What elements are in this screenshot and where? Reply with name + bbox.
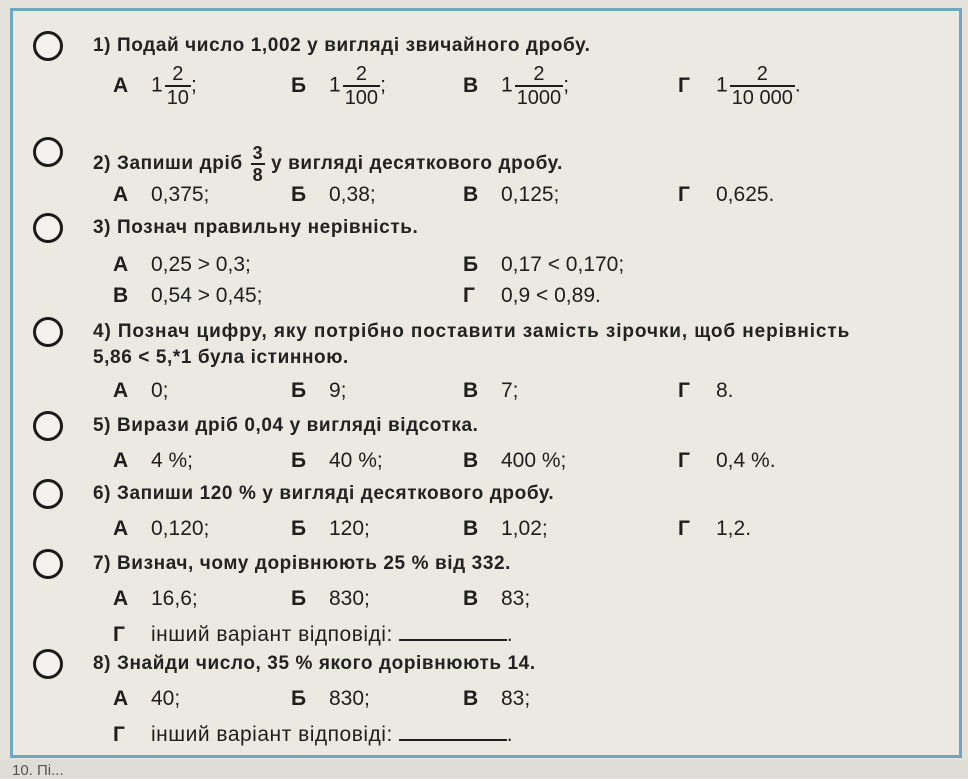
question-6-text: 6) Запиши 120 % у вигляді десяткового дробу. [93,483,555,504]
q4-option-v[interactable]: В 7; [463,379,519,402]
q8-option-a[interactable]: А 40; [113,687,181,710]
fraction: $\frac{2}{10 000}$ [731,63,793,109]
q1-option-v[interactable]: В 1 $\frac{2}{1000}$ ; [463,63,570,109]
next-question-fragment: 10. Пі... [12,762,64,779]
q4-option-a[interactable]: А 0; [113,379,169,402]
question-8-text: 8) Знайди число, 35 % якого дорівнюють 14. [93,653,536,674]
question-2-text: 2) Запиши дріб $\frac{3}{8}$ у вигляді десяткового дробу. [93,143,564,185]
question-4-text-line2: 5,86 < 5,*1 була істинною. [93,347,349,368]
q1-option-g[interactable]: Г 1 $\frac{2}{10 000}$ . [678,63,801,109]
answer-circle-7[interactable] [33,549,63,579]
q3-option-a[interactable]: А 0,25 > 0,3; [113,253,251,276]
question-5-text: 5) Вирази дріб 0,04 у вигляді відсотка. [93,415,479,436]
fraction: $\frac{2}{10}$ [166,63,189,109]
q5-option-a[interactable]: А 4 %; [113,449,194,472]
answer-circle-3[interactable] [33,213,63,243]
q8-option-v[interactable]: В 83; [463,687,531,710]
q2-option-g[interactable]: Г 0,625. [678,183,775,206]
q6-option-v[interactable]: В 1,02; [463,517,548,540]
question-3-text: 3) Познач правильну нерівність. [93,217,419,238]
question-7-text: 7) Визнач, чому дорівнюють 25 % від 332. [93,553,512,574]
q6-option-g[interactable]: Г 1,2. [678,517,752,540]
q2-option-a[interactable]: А 0,375; [113,183,210,206]
fraction: $\frac{2}{100}$ [344,63,379,109]
q7-option-b[interactable]: Б 830; [291,587,370,610]
fraction: $\frac{3}{8}$ [252,143,264,185]
q5-option-v[interactable]: В 400 %; [463,449,567,472]
q2-option-b[interactable]: Б 0,38; [291,183,376,206]
question-4-text: 4) Познач цифру, яку потрібно поставити замість зірочки, щоб нерівність [93,321,851,342]
q6-option-a[interactable]: А 0,120; [113,517,210,540]
q3-option-b[interactable]: Б 0,17 < 0,170; [463,253,625,276]
answer-circle-8[interactable] [33,649,63,679]
q5-option-b[interactable]: Б 40 %; [291,449,383,472]
q1-option-b[interactable]: Б 1 $\frac{2}{100}$ ; [291,63,386,109]
q6-option-b[interactable]: Б 120; [291,517,370,540]
q8-option-g[interactable]: Г інший варіант відповіді: . [113,723,514,746]
q7-option-g[interactable]: Г інший варіант відповіді: . [113,623,514,646]
q8-option-b[interactable]: Б 830; [291,687,370,710]
answer-circle-1[interactable] [33,31,63,61]
q3-option-g[interactable]: Г 0,9 < 0,89. [463,284,601,307]
q4-option-b[interactable]: Б 9; [291,379,347,402]
answer-circle-6[interactable] [33,479,63,509]
q7-option-v[interactable]: В 83; [463,587,531,610]
q3-option-v[interactable]: В 0,54 > 0,45; [113,284,263,307]
fraction: $\frac{2}{1000}$ [516,63,562,109]
q2-option-v[interactable]: В 0,125; [463,183,560,206]
q1-option-a[interactable]: А 1 $\frac{2}{10}$ ; [113,63,197,109]
answer-circle-4[interactable] [33,317,63,347]
question-1-text: 1) Подай число 1,002 у вигляді звичайного дробу. [93,35,591,56]
answer-blank[interactable] [399,721,507,741]
answer-circle-2[interactable] [33,137,63,167]
q4-option-g[interactable]: Г 8. [678,379,734,402]
answer-circle-5[interactable] [33,411,63,441]
test-frame [10,8,962,758]
q5-option-g[interactable]: Г 0,4 %. [678,449,776,472]
q7-option-a[interactable]: А 16,6; [113,587,198,610]
next-page-strip [0,760,968,778]
answer-blank[interactable] [399,621,507,641]
